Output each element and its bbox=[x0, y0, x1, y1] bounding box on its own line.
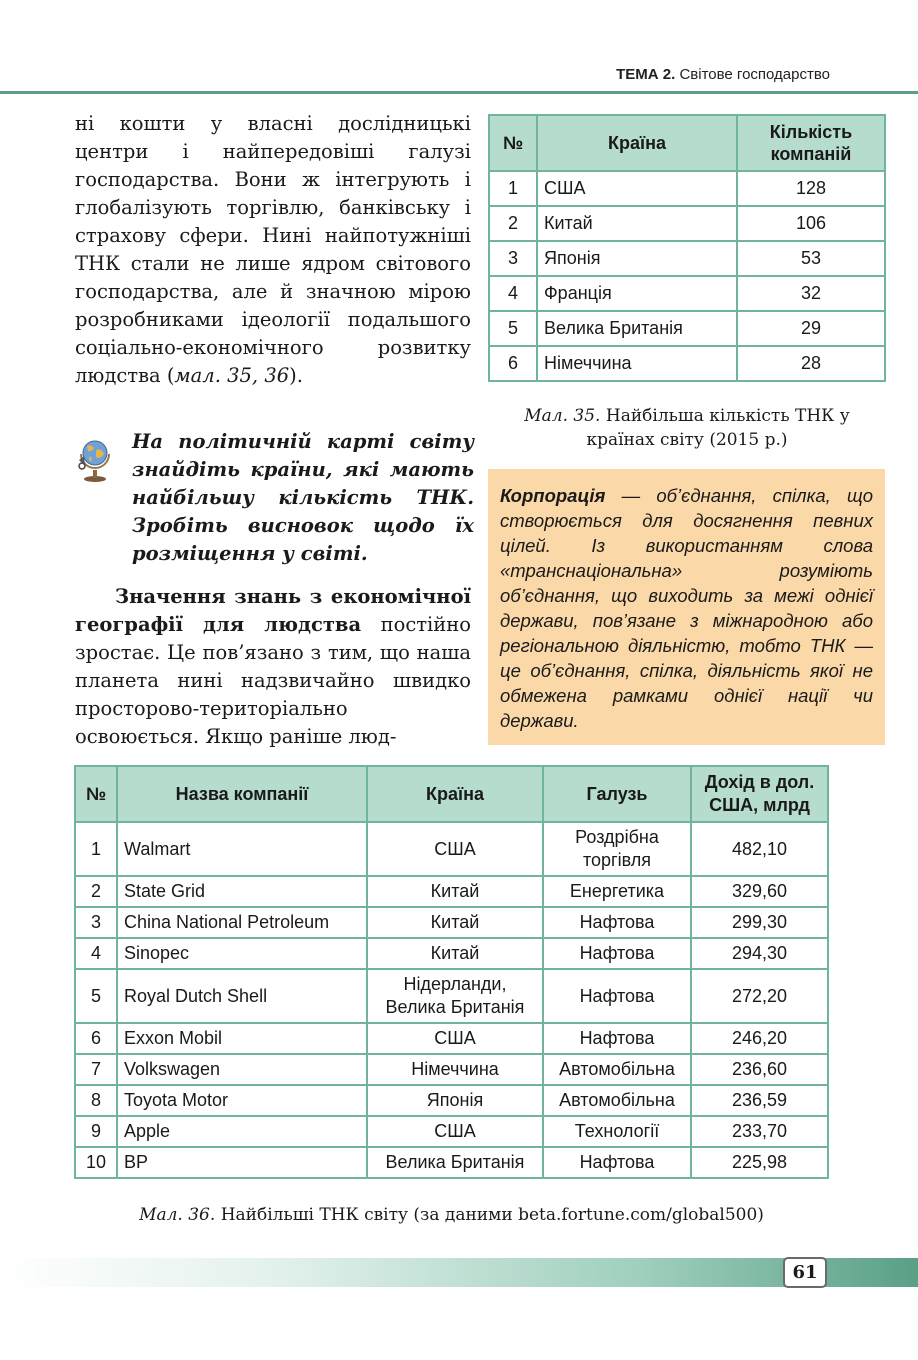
cell-num: 7 bbox=[75, 1054, 117, 1085]
cell-country: США bbox=[367, 1116, 543, 1147]
page-header bbox=[0, 60, 918, 100]
cell-country: Китай bbox=[537, 206, 737, 241]
caption-label: Мал. 35. bbox=[524, 406, 601, 426]
cell-num: 5 bbox=[75, 969, 117, 1023]
header-company: Назва компанії bbox=[117, 766, 367, 822]
header-count: Кількість компаній bbox=[737, 115, 885, 171]
header-rule bbox=[0, 91, 918, 94]
table-row bbox=[75, 1147, 828, 1178]
paragraph-2 bbox=[75, 583, 471, 751]
table-row bbox=[75, 876, 828, 907]
table-row bbox=[489, 206, 885, 241]
header-num: № bbox=[489, 115, 537, 171]
cell-income: 299,30 bbox=[691, 907, 828, 938]
cell-industry: Нафтова bbox=[543, 1023, 691, 1054]
cell-num: 3 bbox=[75, 907, 117, 938]
cell-company: Toyota Motor bbox=[117, 1085, 367, 1116]
definition-term: Корпорація bbox=[500, 485, 606, 506]
cell-count: 28 bbox=[737, 346, 885, 381]
paragraph-1-text: ні кошти у власні дослідницькі центри і найпередовіші галузі господарства. Вони ж інтегрують і глобалізують торгівлю, банківську і страхову сфери. Нині найпотужніші ТНК стали не лише ядром світового господарства, але й значною мірою розробниками ідеології подальшого соціально-економічного розвитку людства ( bbox=[75, 112, 471, 387]
cell-country: Велика Британія bbox=[537, 311, 737, 346]
cell-count: 106 bbox=[737, 206, 885, 241]
cell-count: 32 bbox=[737, 276, 885, 311]
cell-income: 329,60 bbox=[691, 876, 828, 907]
cell-country: Німеччина bbox=[537, 346, 737, 381]
table-row bbox=[75, 822, 828, 876]
running-header bbox=[616, 66, 830, 83]
cell-num: 10 bbox=[75, 1147, 117, 1178]
cell-income: 233,70 bbox=[691, 1116, 828, 1147]
table-row bbox=[489, 346, 885, 381]
cell-country: Японія bbox=[367, 1085, 543, 1116]
table-row bbox=[75, 938, 828, 969]
table-row bbox=[75, 1023, 828, 1054]
topic-label: ТЕМА 2. bbox=[616, 66, 676, 83]
cell-num: 8 bbox=[75, 1085, 117, 1116]
cell-country: Китай bbox=[367, 907, 543, 938]
cell-country: Німеччина bbox=[367, 1054, 543, 1085]
topic-title: Світове господарство bbox=[679, 66, 830, 83]
figure-reference: мал. 35, 36 bbox=[174, 364, 290, 387]
caption-label: Мал. 36. bbox=[139, 1205, 216, 1225]
cell-company: Royal Dutch Shell bbox=[117, 969, 367, 1023]
figure-35-caption bbox=[488, 404, 886, 452]
cell-num: 6 bbox=[75, 1023, 117, 1054]
figure-36-caption bbox=[74, 1205, 829, 1225]
cell-country: Франція bbox=[537, 276, 737, 311]
cell-count: 128 bbox=[737, 171, 885, 206]
page-number: 61 bbox=[783, 1257, 827, 1288]
cell-income: 236,59 bbox=[691, 1085, 828, 1116]
cell-industry: Технології bbox=[543, 1116, 691, 1147]
cell-company: State Grid bbox=[117, 876, 367, 907]
header-country: Країна bbox=[537, 115, 737, 171]
cell-industry: Нафтова bbox=[543, 1147, 691, 1178]
footer-band bbox=[0, 1258, 918, 1287]
cell-num: 4 bbox=[489, 276, 537, 311]
body-text-top bbox=[75, 110, 471, 390]
cell-income: 482,10 bbox=[691, 822, 828, 876]
cell-industry: Автомобільна bbox=[543, 1085, 691, 1116]
cell-country: Велика Британія bbox=[367, 1147, 543, 1178]
table-header-row bbox=[75, 766, 828, 822]
table-row bbox=[489, 311, 885, 346]
cell-industry: Енергетика bbox=[543, 876, 691, 907]
table-header-row bbox=[489, 115, 885, 171]
cell-num: 6 bbox=[489, 346, 537, 381]
cell-num: 1 bbox=[489, 171, 537, 206]
cell-income: 272,20 bbox=[691, 969, 828, 1023]
header-income: Дохід в дол. США, млрд bbox=[691, 766, 828, 822]
cell-country: Китай bbox=[367, 938, 543, 969]
cell-company: China National Petroleum bbox=[117, 907, 367, 938]
cell-company: Apple bbox=[117, 1116, 367, 1147]
cell-industry: Нафтова bbox=[543, 969, 691, 1023]
cell-income: 225,98 bbox=[691, 1147, 828, 1178]
tnk-count-table bbox=[488, 114, 886, 382]
header-num: № bbox=[75, 766, 117, 822]
table-row bbox=[489, 171, 885, 206]
cell-country: США bbox=[537, 171, 737, 206]
caption-text: Найбільша кількість ТНК у країнах світу (2015 р.) bbox=[586, 406, 850, 450]
paragraph-2-bold: Значення знань з економічної географії для людства bbox=[75, 585, 471, 636]
largest-tnk-table bbox=[74, 765, 829, 1179]
paragraph-1 bbox=[75, 110, 471, 390]
paragraph-1-end: ). bbox=[289, 364, 303, 387]
paragraph-2-text: постійно зростає. Це пов’язано з тим, що наша планета нині надзвичайно швидко просторово-територіально освоюється. Якщо раніше люд- bbox=[75, 613, 471, 748]
cell-num: 3 bbox=[489, 241, 537, 276]
cell-country: США bbox=[367, 822, 543, 876]
cell-country: Японія bbox=[537, 241, 737, 276]
cell-industry: Нафтова bbox=[543, 938, 691, 969]
table-row bbox=[75, 907, 828, 938]
table-row bbox=[75, 969, 828, 1023]
cell-num: 1 bbox=[75, 822, 117, 876]
cell-country: США bbox=[367, 1023, 543, 1054]
cell-company: Exxon Mobil bbox=[117, 1023, 367, 1054]
cell-country: Нідерланди, Велика Британія bbox=[367, 969, 543, 1023]
caption-text: Найбільші ТНК світу (за даними beta.fortune.com/global500) bbox=[220, 1205, 764, 1225]
cell-industry: Нафтова bbox=[543, 907, 691, 938]
cell-income: 246,20 bbox=[691, 1023, 828, 1054]
cell-company: Volkswagen bbox=[117, 1054, 367, 1085]
task-text: На політичній карті світу знайдіть країни, які мають найбільшу кількість ТНК. Зробіть висновок щодо їх розміщення у світі. bbox=[132, 430, 474, 565]
cell-count: 29 bbox=[737, 311, 885, 346]
cell-industry: Автомобільна bbox=[543, 1054, 691, 1085]
definition-box bbox=[488, 469, 885, 745]
cell-company: BP bbox=[117, 1147, 367, 1178]
table-row bbox=[75, 1054, 828, 1085]
globe-icon bbox=[75, 436, 115, 482]
cell-industry: Роздрібна торгівля bbox=[543, 822, 691, 876]
cell-num: 4 bbox=[75, 938, 117, 969]
table-row bbox=[75, 1085, 828, 1116]
cell-count: 53 bbox=[737, 241, 885, 276]
table-row bbox=[75, 1116, 828, 1147]
header-country: Країна bbox=[367, 766, 543, 822]
table-row bbox=[489, 241, 885, 276]
table-row bbox=[489, 276, 885, 311]
cell-num: 5 bbox=[489, 311, 537, 346]
cell-company: Sinopec bbox=[117, 938, 367, 969]
cell-income: 236,60 bbox=[691, 1054, 828, 1085]
cell-company: Walmart bbox=[117, 822, 367, 876]
cell-country: Китай bbox=[367, 876, 543, 907]
definition-text: — об’єднання, спілка, що створюється для досягнення певних цілей. Із використанням слова «транснаціональна» розуміють об’єднання, що виходить за межі однієї держави, пов’язане з міжнародною або регіональною діяльністю, тобто ТНК — це об’єднання, спілка, діяльність якої не обмежена рамками однієї нації чи держави. bbox=[500, 485, 873, 731]
cell-num: 2 bbox=[75, 876, 117, 907]
cell-num: 2 bbox=[489, 206, 537, 241]
cell-num: 9 bbox=[75, 1116, 117, 1147]
cell-income: 294,30 bbox=[691, 938, 828, 969]
header-industry: Галузь bbox=[543, 766, 691, 822]
